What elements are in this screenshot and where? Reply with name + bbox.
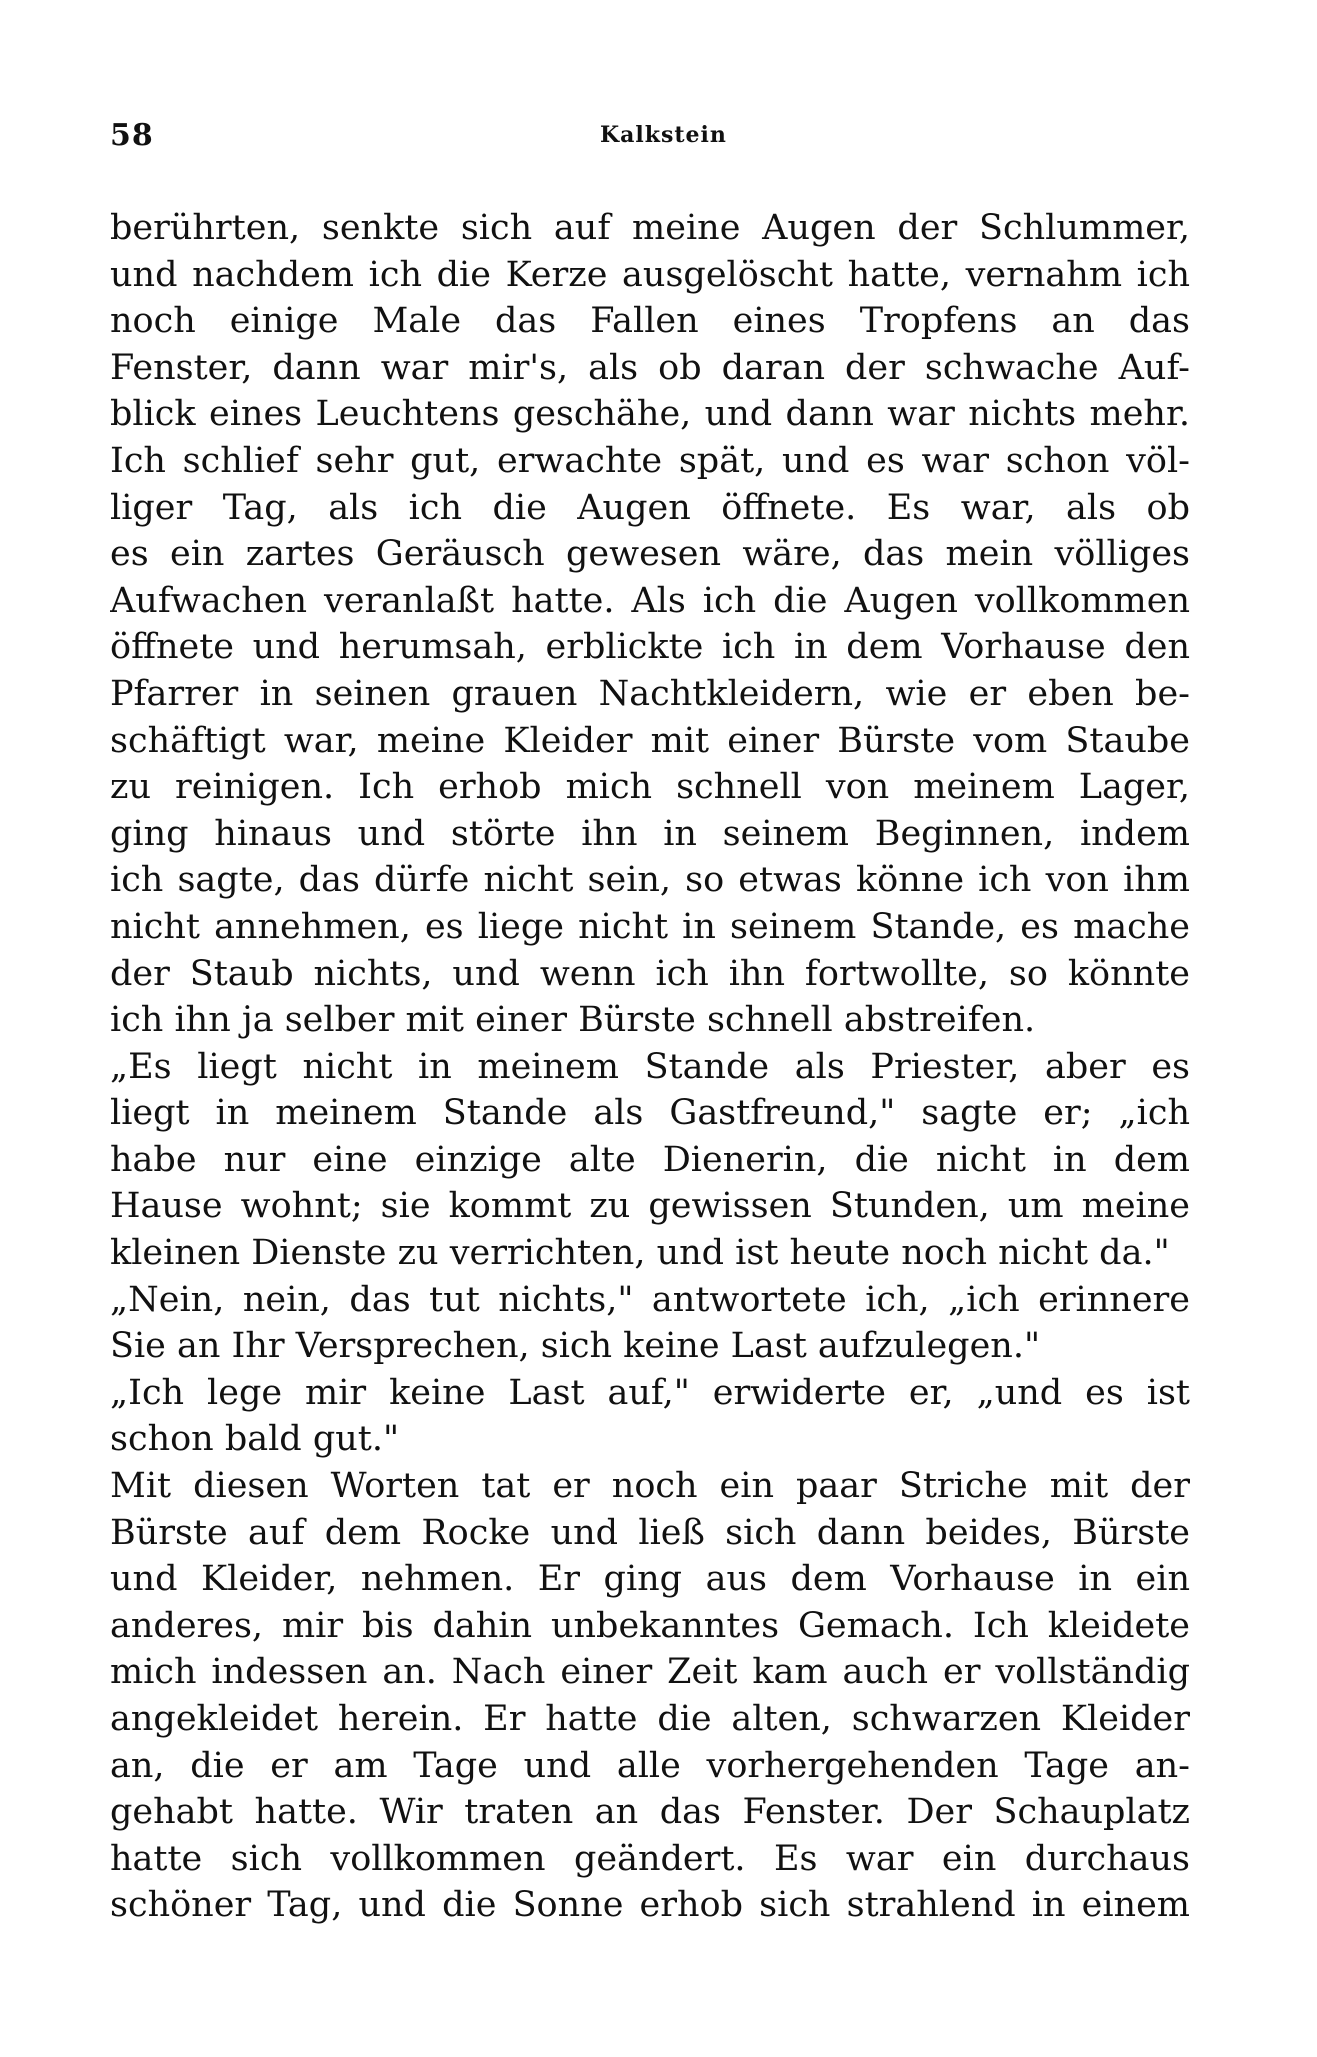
page-header: [110, 118, 1190, 158]
text-line: Mit diesen Worten tat er noch ein paar Striche mit der: [110, 1466, 1190, 1507]
text-line: nicht annehmen, es liege nicht in seinem Stande, es mache: [110, 906, 1190, 947]
text-line: gehabt hatte. Wir traten an das Fenster. Der Schauplatz: [110, 1792, 1190, 1833]
text-line: Sie an Ihr Versprechen, sich keine Last aufzulegen.": [110, 1326, 1041, 1367]
text-line: und nachdem ich die Kerze ausgelöscht hatte, vernahm ich: [110, 254, 1190, 295]
text-line: blick eines Leuchtens geschähe, und dann war nichts mehr.: [110, 394, 1190, 435]
text-line: schöner Tag, und die Sonne erhob sich strahlend in einem: [110, 1885, 1190, 1926]
text-line: noch einige Male das Fallen eines Tropfens an das: [110, 301, 1190, 342]
text-line: angekleidet herein. Er hatte die alten, schwarzen Kleider: [110, 1699, 1190, 1739]
text-line: Hause wohnt; sie kommt zu gewissen Stunden, um meine: [110, 1186, 1190, 1227]
text-line: und Kleider, nehmen. Er ging aus dem Vorhause in ein: [110, 1559, 1190, 1600]
text-line: ich sagte, das dürfe nicht sein, so etwas könne ich von ihm: [110, 860, 1190, 901]
text-line: berührten, senkte sich auf meine Augen der Schlummer,: [110, 208, 1190, 248]
text-line: öffnete und herumsah, erblickte ich in dem Vorhause den: [110, 627, 1190, 668]
text-line: Bürste auf dem Rocke und ließ sich dann beides, Bürste: [110, 1512, 1190, 1553]
text-line: Aufwachen veranlaßt hatte. Als ich die Augen vollkommen: [110, 580, 1190, 621]
text-line: kleinen Dienste zu verrichten, und ist heute noch nicht da.": [110, 1233, 1170, 1274]
text-line: anderes, mir bis dahin unbekanntes Gemach. Ich kleidete: [110, 1605, 1190, 1646]
text-line: liger Tag, als ich die Augen öffnete. Es war, als ob: [110, 487, 1190, 528]
body-text: [110, 205, 1190, 1929]
running-title: Kalkstein: [600, 122, 727, 148]
text-line: schäftigt war, meine Kleider mit einer Bürste vom Staube: [110, 720, 1190, 761]
text-line: „Es liegt nicht in meinem Stande als Priester, aber es: [110, 1046, 1190, 1087]
text-line: an, die er am Tage und alle vorhergehenden Tage an-: [110, 1745, 1190, 1786]
text-line: habe nur eine einzige alte Dienerin, die nicht in dem: [110, 1139, 1190, 1180]
text-line: „Ich lege mir keine Last auf," erwiderte er, „und es ist: [110, 1372, 1190, 1413]
text-line: ging hinaus und störte ihn in seinem Beginnen, indem: [110, 813, 1190, 854]
text-line: Ich schlief sehr gut, erwachte spät, und es war schon völ-: [110, 440, 1190, 481]
text-line: Fenster, dann war mir's, als ob daran der schwache Auf-: [110, 347, 1190, 388]
text-line: Pfarrer in seinen grauen Nachtkleidern, wie er eben be-: [110, 673, 1190, 714]
text-line: liegt in meinem Stande als Gastfreund," sagte er; „ich: [110, 1093, 1190, 1134]
text-line: es ein zartes Geräusch gewesen wäre, das mein völliges: [110, 534, 1190, 575]
text-line: der Staub nichts, und wenn ich ihn fortwollte, so könnte: [110, 953, 1190, 994]
text-line: mich indessen an. Nach einer Zeit kam auch er vollständig: [110, 1652, 1190, 1693]
text-line: hatte sich vollkommen geändert. Es war ein durchaus: [110, 1838, 1190, 1879]
text-line: schon bald gut.": [110, 1419, 400, 1460]
page-number: 58: [110, 118, 154, 153]
text-line: „Nein, nein, das tut nichts," antwortete ich, „ich erinnere: [110, 1279, 1190, 1320]
text-line: zu reinigen. Ich erhob mich schnell von meinem Lager,: [110, 767, 1190, 808]
text-line: ich ihn ja selber mit einer Bürste schnell abstreifen.: [110, 1000, 1036, 1041]
